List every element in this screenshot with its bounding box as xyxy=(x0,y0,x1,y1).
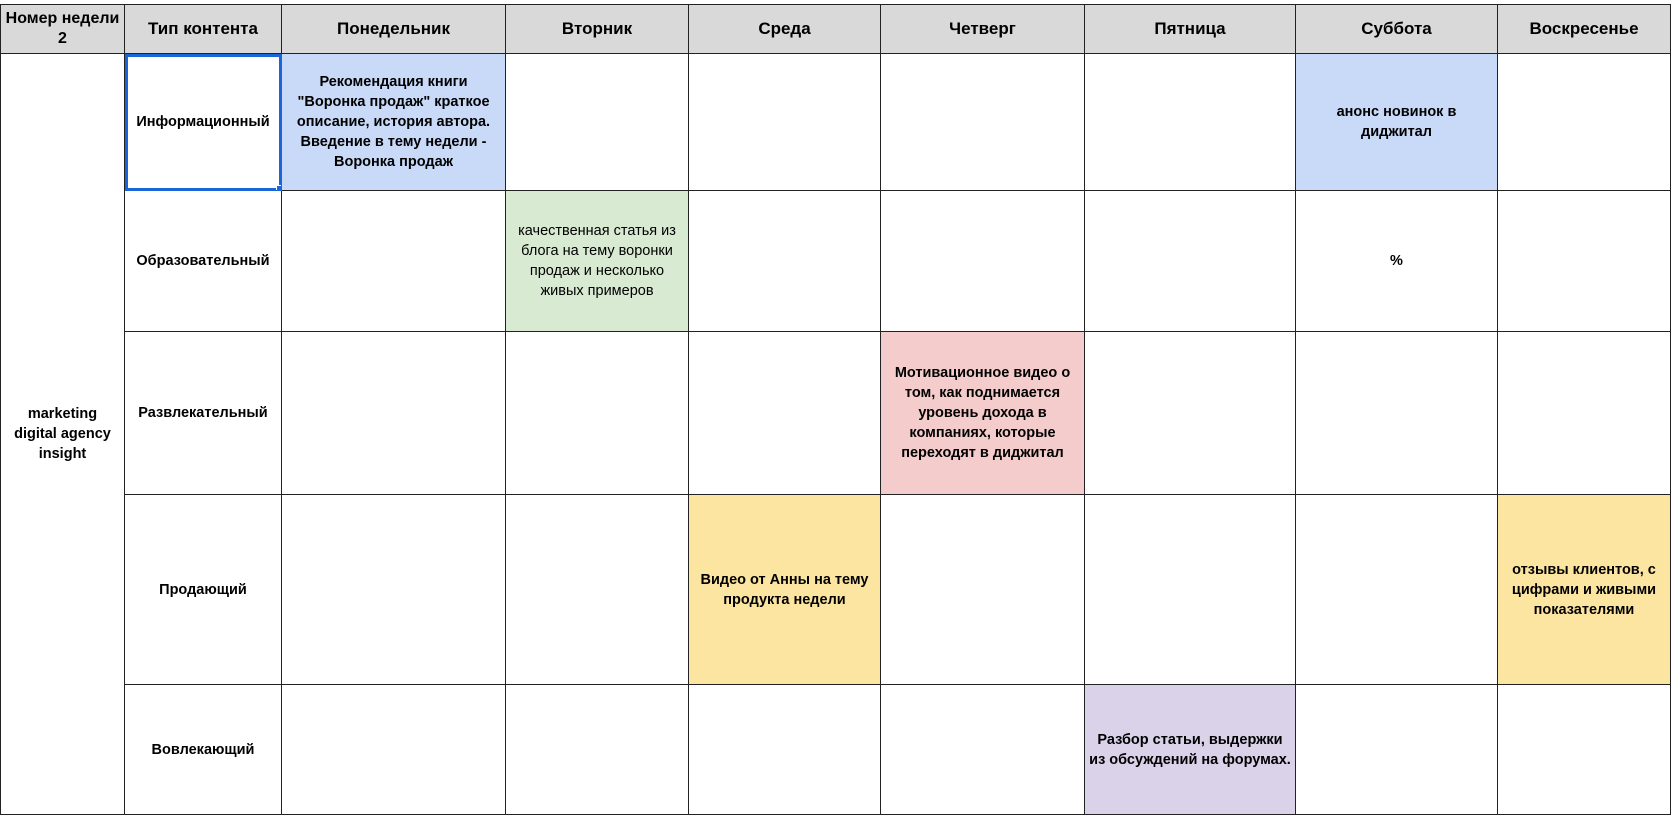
cell-informational-monday[interactable]: Рекомендация книги "Воронка продаж" краткое описание, история автора. Введение в тему недели - Воронка продаж xyxy=(282,54,506,191)
header-content-type[interactable]: Тип контента xyxy=(125,5,282,54)
row-informational xyxy=(1,54,1671,191)
content-type-informational[interactable] xyxy=(125,54,282,191)
content-type-label: Информационный xyxy=(136,114,270,130)
row-entertaining xyxy=(1,332,1671,495)
cell-entertaining-tuesday[interactable] xyxy=(506,332,689,495)
cell-informational-thursday[interactable] xyxy=(881,54,1085,191)
cell-informational-sunday[interactable] xyxy=(1498,54,1671,191)
header-monday[interactable]: Понедельник xyxy=(282,5,506,54)
header-friday[interactable]: Пятница xyxy=(1085,5,1296,54)
row-engaging xyxy=(1,685,1671,815)
content-plan-table xyxy=(0,4,1671,815)
row-selling xyxy=(1,495,1671,685)
cell-entertaining-wednesday[interactable] xyxy=(689,332,881,495)
header-tuesday[interactable]: Вторник xyxy=(506,5,689,54)
header-thursday[interactable]: Четверг xyxy=(881,5,1085,54)
header-wednesday[interactable]: Среда xyxy=(689,5,881,54)
cell-entertaining-sunday[interactable] xyxy=(1498,332,1671,495)
cell-selling-tuesday[interactable] xyxy=(506,495,689,685)
cell-informational-tuesday[interactable] xyxy=(506,54,689,191)
header-week-number[interactable]: Номер недели 2 xyxy=(1,5,125,54)
selection-fill-handle[interactable] xyxy=(276,185,282,191)
cell-selling-sunday[interactable]: отзывы клиентов, с цифрами и живыми показателями xyxy=(1498,495,1671,685)
cell-engaging-friday[interactable]: Разбор статьи, выдержки из обсуждений на форумах. xyxy=(1085,685,1296,815)
cell-informational-saturday[interactable]: анонс новинок в диджитал xyxy=(1296,54,1498,191)
cell-selling-monday[interactable] xyxy=(282,495,506,685)
cell-engaging-monday[interactable] xyxy=(282,685,506,815)
content-type-entertaining[interactable]: Развлекательный xyxy=(125,332,282,495)
cell-educational-friday[interactable] xyxy=(1085,191,1296,332)
cell-entertaining-friday[interactable] xyxy=(1085,332,1296,495)
cell-entertaining-monday[interactable] xyxy=(282,332,506,495)
cell-educational-wednesday[interactable] xyxy=(689,191,881,332)
cell-selling-thursday[interactable] xyxy=(881,495,1085,685)
content-type-selling[interactable]: Продающий xyxy=(125,495,282,685)
cell-entertaining-thursday[interactable]: Мотивационное видео о том, как поднимается уровень дохода в компаниях, которые переходят в диджитал xyxy=(881,332,1085,495)
cell-educational-saturday[interactable]: % xyxy=(1296,191,1498,332)
cell-engaging-tuesday[interactable] xyxy=(506,685,689,815)
cell-engaging-wednesday[interactable] xyxy=(689,685,881,815)
cell-educational-monday[interactable] xyxy=(282,191,506,332)
cell-engaging-thursday[interactable] xyxy=(881,685,1085,815)
cell-educational-thursday[interactable] xyxy=(881,191,1085,332)
header-row xyxy=(1,5,1671,54)
cell-engaging-sunday[interactable] xyxy=(1498,685,1671,815)
cell-selling-wednesday[interactable]: Видео от Анны на тему продукта недели xyxy=(689,495,881,685)
content-type-engaging[interactable]: Вовлекающий xyxy=(125,685,282,815)
cell-educational-tuesday[interactable]: качественная статья из блога на тему воронки продаж и несколько живых примеров xyxy=(506,191,689,332)
cell-engaging-saturday[interactable] xyxy=(1296,685,1498,815)
cell-informational-wednesday[interactable] xyxy=(689,54,881,191)
cell-informational-friday[interactable] xyxy=(1085,54,1296,191)
agency-label-cell[interactable]: marketing digital agency insight xyxy=(1,54,125,815)
cell-selling-friday[interactable] xyxy=(1085,495,1296,685)
cell-selling-saturday[interactable] xyxy=(1296,495,1498,685)
cell-entertaining-saturday[interactable] xyxy=(1296,332,1498,495)
cell-educational-sunday[interactable] xyxy=(1498,191,1671,332)
content-type-educational[interactable]: Образовательный xyxy=(125,191,282,332)
header-saturday[interactable]: Суббота xyxy=(1296,5,1498,54)
header-sunday[interactable]: Воскресенье xyxy=(1498,5,1671,54)
row-educational xyxy=(1,191,1671,332)
